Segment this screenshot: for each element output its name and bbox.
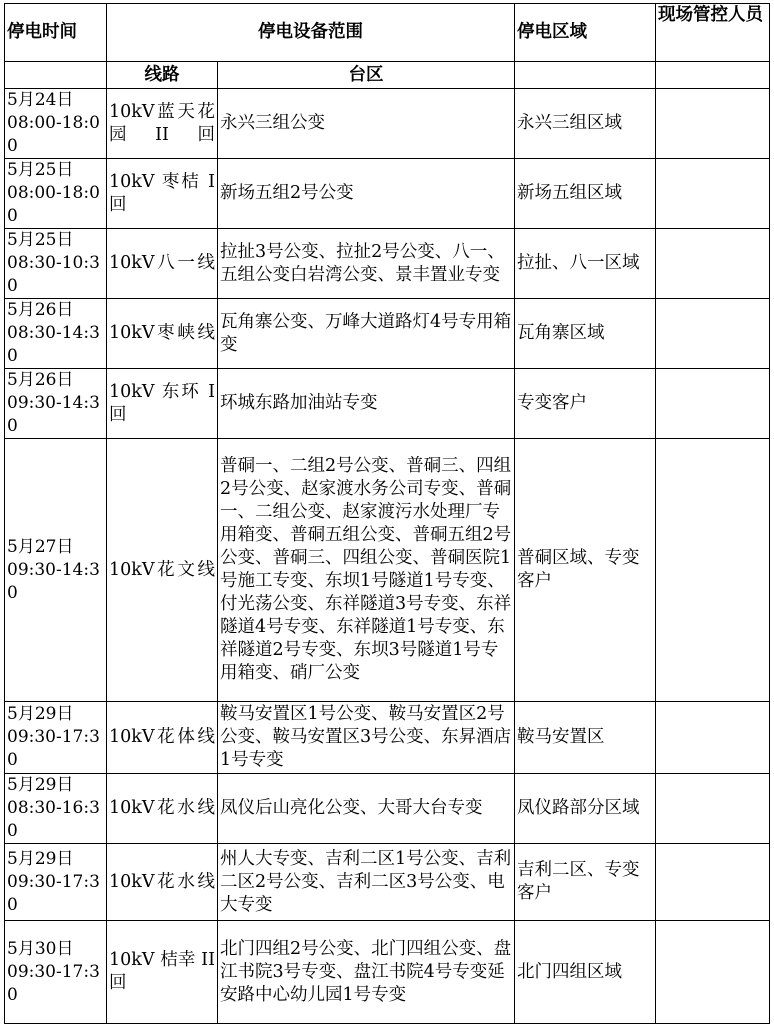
station-cell: 永兴三组公变 — [218, 89, 515, 159]
table-row — [5, 299, 770, 369]
outage-date: 5月26日 — [7, 370, 74, 390]
region-cell: 专变客户 — [515, 369, 656, 439]
outage-hours: 09:30-17:30 — [7, 961, 100, 1005]
station-cell: 瓦角寨公变、万峰大道路灯4号专用箱变 — [218, 299, 515, 369]
station-cell: 州人大专变、吉利二区1号公变、吉利二区2号公变、吉利二区3号公变、电大专变 — [218, 844, 515, 921]
outage-date: 5月29日 — [7, 704, 74, 724]
outage-hours: 09:30-14:30 — [7, 559, 100, 603]
outage-hours: 09:30-17:30 — [7, 871, 100, 915]
line-cell: 10kV花文线 — [107, 439, 218, 702]
line-cell: 10kV花体线 — [107, 702, 218, 774]
table-row — [5, 369, 770, 439]
outage-date: 5月25日 — [7, 160, 74, 180]
table-body — [5, 89, 770, 1024]
outage-hours: 09:30-14:30 — [7, 393, 100, 436]
region-cell: 吉利二区、专变客户 — [515, 844, 656, 921]
staff-cell — [656, 774, 770, 844]
station-cell: 普硐一、二组2号公变、普硐三、四组2号公变、赵家渡水务公司专变、普硐一、二组公变、赵家渡污水处理厂专用箱变、普硐五组公变、普硐五组2号公变、普硐三、四组公变、普硐医院1号施工专变、东坝1号隧道1号专变、付光荡公变、东祥隧道3号专变、东祥隧道4号专变、东祥隧道1号专变、东祥隧道2号专变、东坝3号隧道1号专用箱变、硝厂公变 — [218, 439, 515, 702]
subheader-station: 台区 — [218, 62, 515, 89]
subheader-line: 线路 — [107, 62, 218, 89]
table-row — [5, 774, 770, 844]
staff-cell — [656, 439, 770, 702]
staff-cell — [656, 844, 770, 921]
outage-time-cell — [5, 844, 107, 921]
staff-cell — [656, 89, 770, 159]
outage-hours: 08:30-16:30 — [7, 798, 100, 841]
outage-hours: 08:30-10:30 — [7, 253, 100, 296]
station-cell: 北门四组2号公变、北门四组公变、盘江书院3号专变、盘江书院4号专变延安路中心幼儿园1号专变 — [218, 921, 515, 1024]
line-cell: 10kV八一线 — [107, 229, 218, 299]
line-cell: 10kV花水线 — [107, 844, 218, 921]
table-row — [5, 229, 770, 299]
staff-cell — [656, 299, 770, 369]
region-cell: 鞍马安置区 — [515, 702, 656, 774]
outage-time-cell — [5, 299, 107, 369]
staff-cell — [656, 229, 770, 299]
line-cell: 10kV花水线 — [107, 774, 218, 844]
outage-hours: 09:30-17:30 — [7, 727, 100, 770]
subheader-empty-3 — [656, 62, 770, 89]
outage-date: 5月24日 — [7, 90, 74, 110]
outage-date: 5月30日 — [7, 938, 74, 959]
table-row — [5, 159, 770, 229]
outage-time-cell — [5, 702, 107, 774]
outage-hours: 08:00-18:00 — [7, 183, 100, 226]
header-staff: 现场管控人员 — [656, 4, 770, 62]
header-time: 停电时间 — [5, 4, 107, 62]
table-row — [5, 702, 770, 774]
outage-hours: 08:30-14:30 — [7, 323, 100, 366]
outage-date: 5月29日 — [7, 848, 74, 869]
staff-cell — [656, 921, 770, 1024]
region-cell: 永兴三组区域 — [515, 89, 656, 159]
outage-date: 5月26日 — [7, 300, 74, 320]
outage-time-cell — [5, 89, 107, 159]
outage-date: 5月29日 — [7, 775, 74, 795]
outage-date: 5月27日 — [7, 536, 74, 557]
table-row — [5, 844, 770, 921]
station-cell: 鞍马安置区1号公变、鞍马安置区2号公变、鞍马安置区3号公变、东昇酒店1号专变 — [218, 702, 515, 774]
outage-time-cell — [5, 159, 107, 229]
staff-cell — [656, 702, 770, 774]
header-row — [5, 4, 770, 62]
subheader-empty-2 — [515, 62, 656, 89]
line-cell: 10kV 枣桔 I 回 — [107, 159, 218, 229]
station-cell: 新场五组2号公变 — [218, 159, 515, 229]
subheader-row — [5, 62, 770, 89]
table-row — [5, 921, 770, 1024]
outage-time-cell — [5, 369, 107, 439]
staff-cell — [656, 369, 770, 439]
station-cell: 环城东路加油站专变 — [218, 369, 515, 439]
header-region: 停电区域 — [515, 4, 656, 62]
subheader-empty — [5, 62, 107, 89]
outage-hours: 08:00-18:00 — [7, 113, 100, 156]
outage-time-cell — [5, 439, 107, 702]
line-cell: 10kV枣峡线 — [107, 299, 218, 369]
staff-cell — [656, 159, 770, 229]
station-cell: 拉扯3号公变、拉扯2号公变、八一、五组公变白岩湾公变、景丰置业专变 — [218, 229, 515, 299]
table-row — [5, 89, 770, 159]
region-cell: 瓦角寨区域 — [515, 299, 656, 369]
outage-time-cell — [5, 774, 107, 844]
line-cell: 10kV 东环 I 回 — [107, 369, 218, 439]
region-cell: 新场五组区域 — [515, 159, 656, 229]
header-scope: 停电设备范围 — [107, 4, 515, 62]
region-cell: 凤仪路部分区域 — [515, 774, 656, 844]
region-cell: 普硐区域、专变客户 — [515, 439, 656, 702]
table-row — [5, 439, 770, 702]
line-cell: 10kV 桔幸 II 回 — [107, 921, 218, 1024]
outage-schedule-table — [4, 3, 770, 1024]
region-cell: 拉扯、八一区域 — [515, 229, 656, 299]
outage-time-cell — [5, 921, 107, 1024]
line-cell: 10kV蓝天花园II回 — [107, 89, 218, 159]
region-cell: 北门四组区域 — [515, 921, 656, 1024]
station-cell: 凤仪后山亮化公变、大哥大台专变 — [218, 774, 515, 844]
outage-date: 5月25日 — [7, 230, 74, 250]
outage-time-cell — [5, 229, 107, 299]
